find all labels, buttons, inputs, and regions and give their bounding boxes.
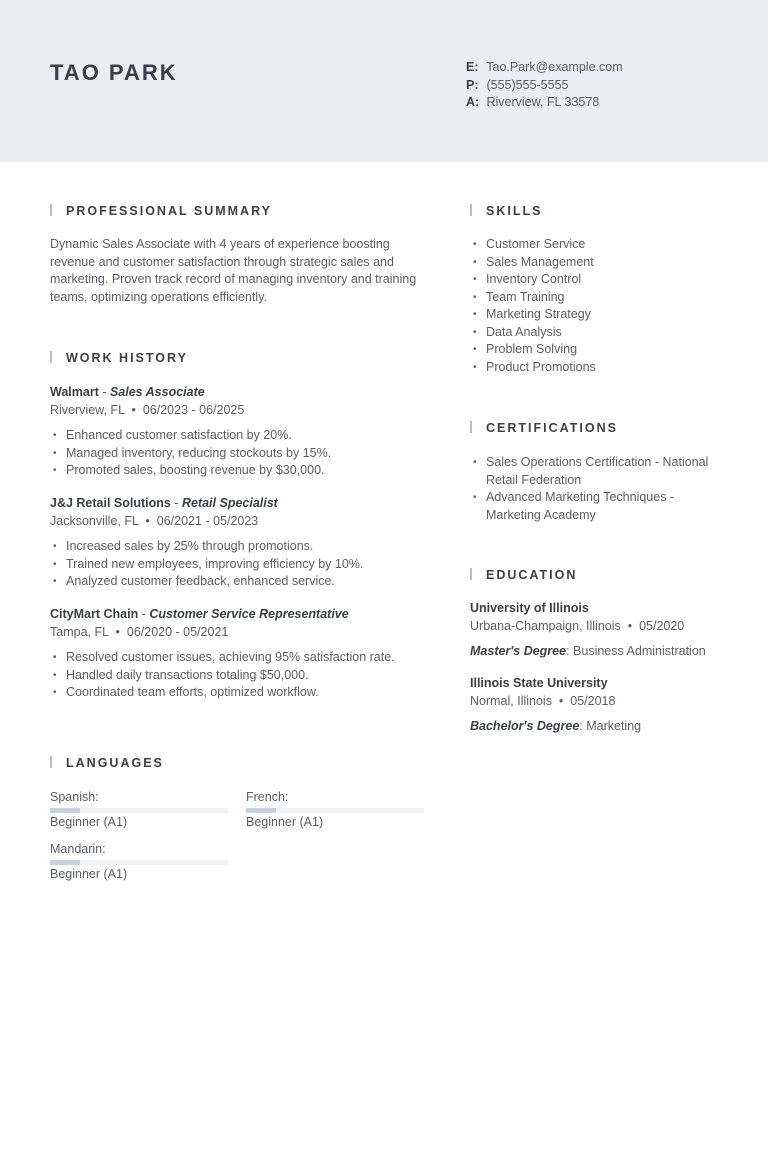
summary-text: Dynamic Sales Associate with 4 years of experience boosting revenue and customer satisfaction through strategic sales and marketing. Proven track record of managing inventory and training teams, optimizing operations efficiently.	[50, 237, 417, 304]
education-entry	[470, 600, 750, 661]
job-bullets	[50, 427, 440, 480]
list-item: • Inventory Control	[470, 271, 730, 289]
candidate-name: TAO PARK	[50, 60, 178, 85]
job-location-line: Jacksonville, FL • 06/2021 - 05/2023	[50, 513, 259, 528]
languages-heading: LANGUAGES	[50, 756, 164, 770]
list-item: • Trained new employees, improving efficiency by 10%.	[50, 556, 440, 574]
proficiency-fill	[246, 808, 276, 813]
list-item: • Analyzed customer feedback, enhanced service.	[50, 573, 440, 591]
list-item: • Resolved customer issues, achieving 95% satisfaction rate.	[50, 649, 440, 667]
school-name: University of Illinois	[470, 601, 589, 615]
language-level: Beginner (A1)	[50, 815, 128, 829]
proficiency-bar	[50, 808, 228, 813]
language-level: Beginner (A1)	[246, 815, 324, 829]
school-location-line: Normal, Illinois • 05/2018	[470, 693, 616, 708]
work-history-heading: WORK HISTORY	[50, 351, 188, 365]
contact-email: E: Tao.Park@example.com	[466, 60, 623, 74]
list-item: • Customer Service	[470, 236, 730, 254]
certifications-list	[470, 454, 720, 524]
degree-line: Bachelor's Degree: Marketing	[470, 719, 642, 733]
job-title-line: CityMart Chain - Customer Service Representative	[50, 607, 349, 621]
contact-address: A: Riverview, FL 33578	[466, 95, 600, 109]
degree-line: Master's Degree: Business Administration	[470, 644, 706, 658]
proficiency-fill	[50, 808, 80, 813]
list-item: • Sales Operations Certification - National Retail Federation	[470, 454, 720, 489]
job-entry	[50, 606, 440, 702]
list-item: • Promoted sales, boosting revenue by $30,000.	[50, 462, 440, 480]
list-item: • Handled daily transactions totaling $50,000.	[50, 667, 440, 685]
language-name: French:	[246, 790, 289, 804]
job-entry	[50, 495, 440, 591]
skills-list	[470, 236, 730, 376]
job-entry	[50, 384, 440, 480]
proficiency-bar	[246, 808, 424, 813]
job-location-line: Tampa, FL • 06/2020 - 05/2021	[50, 624, 229, 639]
list-item: • Increased sales by 25% through promotions.	[50, 538, 440, 556]
language-item	[246, 790, 424, 829]
list-item: • Marketing Strategy	[470, 306, 730, 324]
summary-heading: PROFESSIONAL SUMMARY	[50, 204, 272, 218]
list-item: • Sales Management	[470, 254, 730, 272]
language-item	[50, 790, 228, 829]
language-name: Mandarin:	[50, 842, 106, 856]
certifications-heading: CERTIFICATIONS	[470, 421, 618, 435]
resume-header	[0, 0, 768, 162]
list-item: • Managed inventory, reducing stockouts by 15%.	[50, 445, 440, 463]
list-item: • Advanced Marketing Techniques - Marketing Academy	[470, 489, 720, 524]
job-location-line: Riverview, FL • 06/2023 - 06/2025	[50, 402, 245, 417]
list-item: • Enhanced customer satisfaction by 20%.	[50, 427, 440, 445]
list-item: • Data Analysis	[470, 324, 730, 342]
list-item: • Product Promotions	[470, 359, 730, 377]
language-item	[50, 842, 228, 881]
school-location-line: Urbana-Champaign, Illinois • 05/2020	[470, 618, 685, 633]
education-entry	[470, 675, 750, 736]
job-bullets	[50, 649, 440, 702]
job-bullets	[50, 538, 440, 591]
list-item: • Problem Solving	[470, 341, 730, 359]
language-level: Beginner (A1)	[50, 867, 128, 881]
skills-heading: SKILLS	[470, 204, 542, 218]
list-item: • Team Training	[470, 289, 730, 307]
job-title-line: Walmart - Sales Associate	[50, 385, 205, 399]
contact-phone: P: (555)555-5555	[466, 77, 569, 92]
school-name: Illinois State University	[470, 676, 608, 690]
proficiency-fill	[50, 860, 80, 865]
education-heading: EDUCATION	[470, 568, 577, 582]
job-title-line: J&J Retail Solutions - Retail Specialist	[50, 496, 278, 510]
language-name: Spanish:	[50, 790, 99, 804]
contact-info	[466, 59, 623, 112]
list-item: • Coordinated team efforts, optimized workflow.	[50, 684, 440, 702]
proficiency-bar	[50, 860, 228, 865]
